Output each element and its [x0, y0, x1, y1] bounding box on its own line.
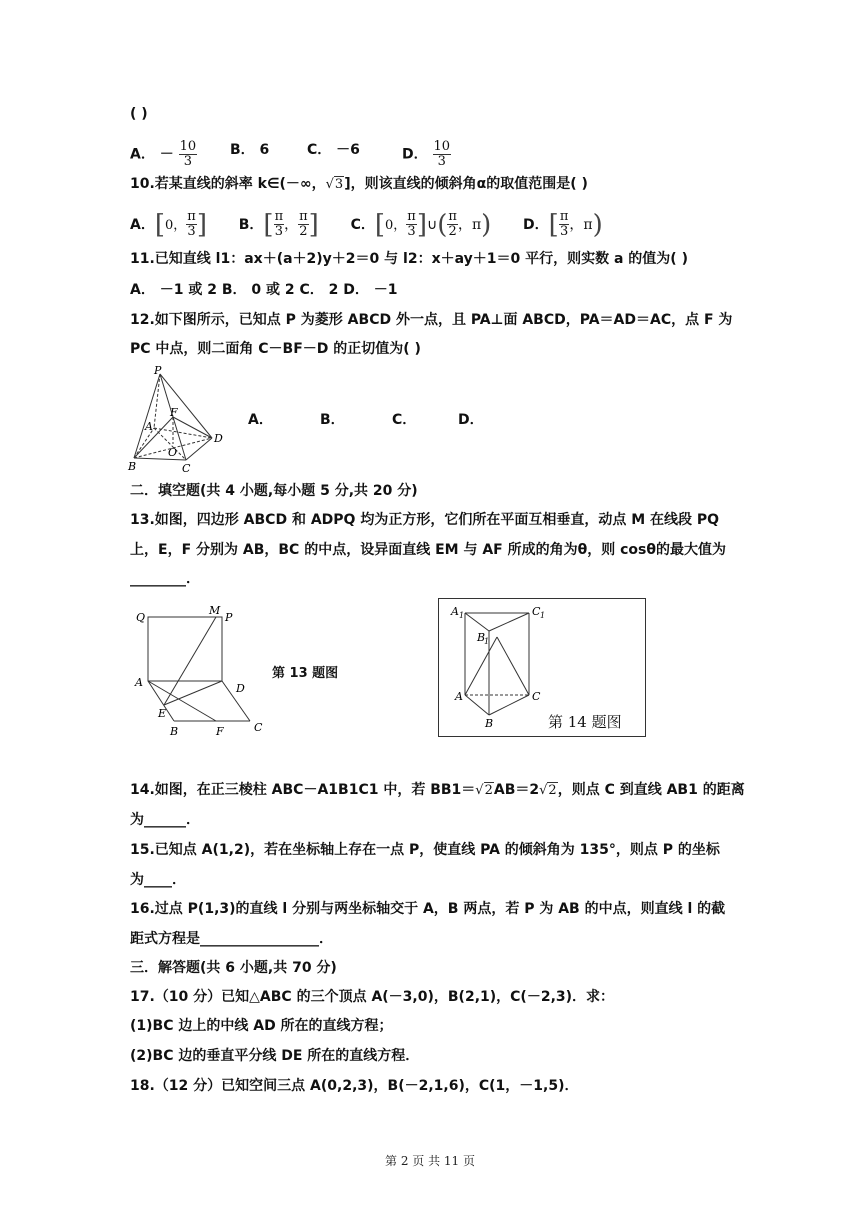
label-p: P: [154, 364, 162, 377]
label-b1-sub: 1: [484, 637, 490, 646]
q9-option-a: A．: [130, 146, 155, 163]
label-f: F: [216, 725, 224, 738]
q17-part1: (1)BC 边上的中线 AD 所在的直线方程；: [130, 1018, 393, 1034]
label-c: C: [254, 721, 263, 734]
label-c: C: [182, 462, 191, 474]
q12-option-b: B．: [320, 412, 345, 428]
q18-stem: 18.（12 分）已知空间三点 A(0,2,3)，B(－2,1,6)，C(1，－1,5)．: [130, 1078, 579, 1094]
label-a1: A: [451, 605, 459, 618]
q13-figure-squares: [130, 600, 272, 740]
q9-option-c: C． －6: [307, 142, 360, 158]
q12-figure-rhombus-pyramid: [126, 364, 232, 474]
q12-line2: PC 中点，则二面角 C－BF－D 的正切值为( ): [130, 341, 421, 357]
q17-part2: (2)BC 边的垂直平分线 DE 所在的直线方程．: [130, 1048, 420, 1064]
q13-figure-caption: 第 13 题图: [272, 666, 339, 681]
q14-line2: 为______．: [130, 812, 200, 828]
q14-figure-box: [438, 598, 646, 737]
label-a: A: [135, 676, 143, 689]
q16-line2: 距式方程是_________________．: [130, 931, 333, 947]
label-a: A: [455, 690, 463, 703]
q13-line3: ________．: [130, 571, 200, 587]
section-3-heading: 三．解答题(共 6 小题,共 70 分): [130, 960, 337, 976]
page-footer: 第 2 页 共 11 页: [385, 1154, 475, 1168]
label-b: B: [485, 717, 494, 730]
q17-stem: 17.（10 分）已知△ABC 的三个顶点 A(－3,0)，B(2,1)，C(－2,3)．求：: [130, 989, 615, 1005]
label-b1: B: [477, 631, 486, 644]
q11-options: A． －1 或 2 B． 0 或 2 C． 2 D． －1: [130, 282, 398, 298]
q15-line2: 为____．: [130, 872, 186, 888]
label-b: B: [170, 725, 179, 738]
q16-line1: 16.过点 P(1,3)的直线 l 分别与两坐标轴交于 A，B 两点，若 P 为 AB 的中点，则直线 l 的截: [130, 901, 726, 917]
q9-option-d: D． $\frac{10}{3}$: [402, 139, 451, 169]
q10-option-d: D．[ $\frac{\pi}{3}$ ，π): [523, 209, 603, 240]
q15-line1: 15.已知点 A(1,2)，若在坐标轴上存在一点 P，使直线 PA 的倾斜角为 135°，则点 P 的坐标: [130, 842, 720, 858]
label-b: B: [128, 460, 137, 473]
label-d: D: [214, 432, 223, 445]
label-o: O: [168, 446, 178, 459]
q9-option-a-sign: －: [159, 146, 174, 163]
sqrt-3: √3: [325, 177, 344, 192]
q14-line1: 14.如图，在正三棱柱 ABC－A1B1C1 中，若 BB1＝√2AB＝2√2，则点 C 到直线 AB1 的距离: [130, 782, 745, 798]
section-2-heading: 二．填空题(共 4 小题,每小题 5 分,共 20 分): [130, 483, 418, 499]
q13-line2: 上，E，F 分别为 AB，BC 的中点，设异面直线 EM 与 AF 所成的角为θ，则 cosθ的最大值为: [130, 542, 726, 558]
q10-option-c: C．[0， $\frac{\pi}{3}$ ]∪( $\frac{\pi}{2}$ ，π): [350, 209, 492, 240]
q9-option-a-fraction: $\frac{10}{3}$: [179, 139, 197, 169]
q10-options: [130, 210, 603, 239]
q12-option-c: C．: [392, 412, 417, 428]
label-a1-sub: 1: [459, 611, 465, 620]
label-q: Q: [136, 611, 146, 624]
q9-paren: ( ): [130, 106, 148, 122]
label-c1-sub: 1: [540, 611, 546, 620]
q9-option-b: B． 6: [230, 142, 270, 158]
label-e: E: [158, 707, 167, 720]
label-c: C: [532, 690, 541, 703]
label-f: F: [170, 406, 178, 419]
label-d: D: [236, 682, 245, 695]
label-m: M: [209, 604, 221, 617]
q14-figure-caption: 第 14 题图: [548, 713, 622, 731]
label-c1: C: [532, 605, 541, 618]
label-p: P: [225, 611, 233, 624]
label-a: A: [145, 420, 153, 433]
q9-options: [130, 140, 197, 169]
q11-stem: 11.已知直线 l1：ax＋(a＋2)y＋2＝0 与 l2：x＋ay＋1＝0 平行，则实数 a 的值为( ): [130, 251, 688, 267]
q12-line1: 12.如下图所示，已知点 P 为菱形 ABCD 外一点，且 PA⊥面 ABCD，PA＝AD＝AC，点 F 为: [130, 312, 733, 328]
q10-stem: 10.若某直线的斜率 k∈(－∞，√3]，则该直线的倾斜角α的取值范围是( ): [130, 176, 588, 192]
q12-option-a: A．: [248, 412, 273, 428]
q13-line1: 13.如图，四边形 ABCD 和 ADPQ 均为正方形，它们所在平面互相垂直，动点 M 在线段 PQ: [130, 512, 720, 528]
q9-option-d-fraction: $\frac{10}{3}$: [433, 139, 451, 169]
q10-option-b: B．[ $\frac{\pi}{3}$ ， $\frac{\pi}{2}$ ]: [238, 209, 319, 240]
sqrt-2: √2: [475, 783, 493, 798]
sqrt-2-b: √2: [539, 783, 557, 798]
q10-option-a: A．[0， $\frac{\pi}{3}$ ]: [130, 209, 207, 240]
q12-option-d: D．: [458, 412, 484, 428]
